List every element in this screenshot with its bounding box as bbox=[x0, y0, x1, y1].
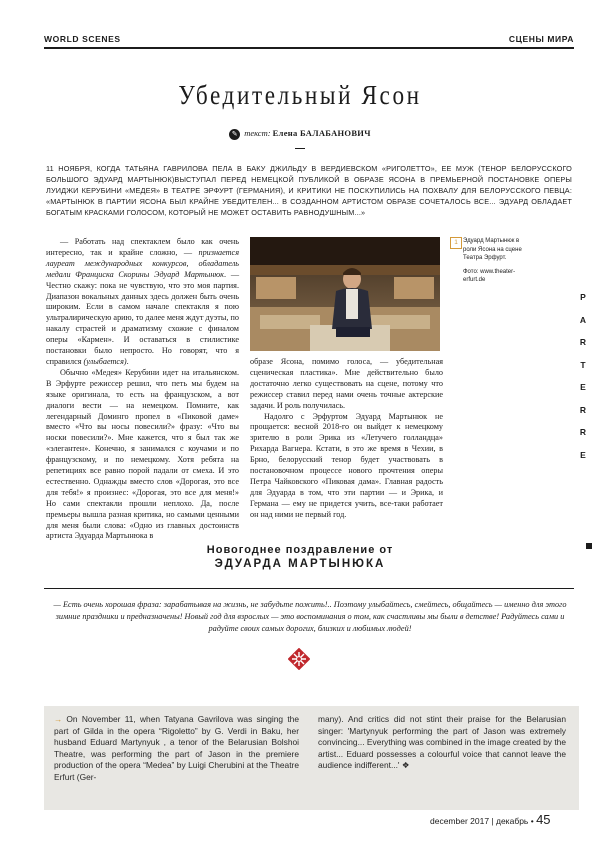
greeting-heading-line2: ЭДУАРДА МАРТЫНЮКА bbox=[214, 558, 386, 570]
stage-photo bbox=[250, 237, 440, 351]
article-title: Убедительный Ясон bbox=[178, 80, 422, 110]
footer-bullet: • bbox=[530, 816, 534, 826]
byline bbox=[0, 128, 600, 140]
running-header bbox=[44, 34, 574, 48]
issue-date: december 2017 | декабрь bbox=[430, 816, 529, 826]
byline-name: Елена БАЛАБАНОВИЧ bbox=[272, 128, 371, 138]
ornament-icon bbox=[288, 648, 310, 670]
body-column-2 bbox=[250, 357, 443, 521]
english-summary-box bbox=[44, 706, 579, 810]
paragraph: Обычно «Медея» Керубини идет на итальянском. В Эрфурте режиссер решил, что петь мы будем на языке оригинала, то есть на французском, а вот диалоги вести — на немецком. Помните, как легендарный Доминго пропел в «Пиковой даме» вместо «Что вы носы повесили?» фразу: «Что вы носки повесили?». Мне кажется, что я был так же «элегантен». Конечно, я занимался с коучами и по французскому, и по немецкому. Хотя ребята на репетициях все равно порой падали от смеха. И это естественно. Однажды вместо слов «Дорогая, это все для тебя!» я произнес: «Дорогая, это все для меня!» Но сами спектакли прошли неплохо. Да, после премьеры вышла разная критика, но самыми ценными для меня были слова: «Одно из главных достоинств артиста Эдуарда Мартынюка в bbox=[46, 367, 239, 541]
caption-text: Эдуард Мартынюк в роли Ясона на сцене Театра Эрфурт. bbox=[463, 238, 522, 261]
photo-illustration bbox=[250, 237, 440, 351]
page-footer bbox=[430, 812, 551, 827]
page-number: 45 bbox=[536, 812, 551, 827]
lead-paragraph: 11 НОЯБРЯ, КОГДА ТАТЬЯНА ГАВРИЛОВА ПЕЛА В БАКУ ДЖИЛЬДУ В ВЕРДИЕВСКОМ «РИГОЛЕТТО», ЕЕ МУЖ (ТЕНОР БЕЛОРУССКОГО БОЛЬШОГО ЭДУАРД МАРТЫНЮК)ВЫСТУПАЛ ПЕРЕД НЕМЕЦКОЙ ПУБЛИКОЙ В ОБРАЗЕ ЯСОНА В ПРЕМЬЕРНОЙ ПОСТАНОВКЕ ОПЕРЫ ЛУИДЖИ КЕРУБИНИ «МЕДЕЯ» В ТЕАТРЕ ЭРФУРТ (ГЕРМАНИЯ), И КРИТИКИ НЕ ПОСКУПИЛИСЬ НА ПОХВАЛУ ДЛЯ БЕЛОРУССКОГО ПЕВЦА: «МАРТЫНЮК В ПАРТИИ ЯСОНА БЫЛ КРАЙНЕ УБЕДИТЕЛЕН... В СОЗДАННОМ АРТИСТОМ ОБРАЗЕ СОЧЕТАЛОСЬ ВСЕ... ЭДУАРД ОБЛАДАЕТ БОГАТЫМ КРАСКАМИ ГОЛОСОМ, КОТОРЫЙ НЕ МОЖЕТ ОСТАВИТЬ РАВНОДУШНЫМ...» bbox=[46, 164, 572, 217]
section-side-label: P A R T E R R E bbox=[579, 292, 587, 460]
section-label-en: WORLD SCENES bbox=[44, 34, 121, 44]
body-column-1 bbox=[46, 237, 239, 542]
caption-credit: Фото: www.theater-erfurt.de bbox=[463, 268, 516, 283]
greeting-rule bbox=[44, 588, 574, 589]
paragraph: Надолго с Эрфуртом Эдуард Мартынюк не прощается: весной 2018-го он выйдет к немецкому зрителю в роли Эрика из «Летучего голландца» Рихарда Вагнера. Кстати, в это же время в Чехии, в Брно, белорусский тенор будет участвовать в постановочном процессе нового прочтения оперы Петра Чайковского «Пиковая дама». Главная радость для Эдуарда в том, что эти партии — и Эрика, и Германа — ему не придется учить, все-таки работает он над ними не первый год. bbox=[250, 411, 443, 519]
greeting-heading bbox=[0, 544, 600, 570]
byline-label: текст: bbox=[244, 128, 271, 138]
section-label-ru: СЦЕНЫ МИРА bbox=[508, 34, 574, 44]
paragraph: образе Ясона, помимо голоса, — убедительная сценическая пластика». Мне действительно было достаточно легко существовать на сцене, потому что режиссер ставил перед нами очень точные актерские задачи. И роль получилась. bbox=[250, 357, 443, 410]
greeting-text: — Есть очень хорошая фраза: зарабатывая на жизнь, не забудьте пожить!.. Поэтому улыбайтесь, смейтесь, общайтесь — именно для этого зимние праздники и предназначены! Новый год для взрослых — это воспоминания о том, как счастливы мы были в детстве! Радуйтесь сами и радуйте своих самых дорогих, близких и любимых людей! bbox=[53, 600, 567, 633]
greeting-heading-line1: Новогоднее поздравление от bbox=[206, 544, 394, 556]
english-column-1: → On November 11, when Tatyana Gavrilova was singing the part of Gilda in the opera “Rigoletto” by G. Verdi in Baku, her husband Eduard Martynyuk , a tenor of the Belarusian Bolshoi Theatre, was performing the part of Jason in the premiere production of the opera “Medea” by Luigi Cherubini at the Theatre Erfurt (Ger- bbox=[54, 714, 299, 782]
paragraph: — Работать над спектаклем было как очень интересно, так и крайне сложно, — признается лауреат международных конкурсов, обладатель медали Франциска Скорины Эдуард Мартынюк. — Честно скажу: пока не чувствую, что это моя партия. Диапазон вокальных данных здесь должен быть очень широким. Если в самом начале спектакля я пою ультралирическую арию, то далее меня ждут дуэты, по накалу страстей и драматизму схожие с финалом оперы «Кармен». И оставаться в стилистике постановки было непросто. Но говорят, что я справился (улыбается). bbox=[46, 237, 240, 366]
arrow-icon: → bbox=[54, 714, 63, 724]
photo-caption bbox=[463, 237, 533, 285]
pen-icon: ✎ bbox=[229, 129, 240, 140]
caption-number: 1 bbox=[450, 237, 462, 249]
english-column-2: many). And critics did not stint their praise for the Belarusian singer: 'Martynyuk performing the part of Jason was extremely convincing... Everything was combined in the image created by the artist... Eduard possesses a colourful voice that cannot leave the audience indifferent...' ❖ bbox=[318, 714, 566, 771]
header-rule bbox=[44, 47, 574, 49]
byline-dash bbox=[295, 148, 305, 149]
